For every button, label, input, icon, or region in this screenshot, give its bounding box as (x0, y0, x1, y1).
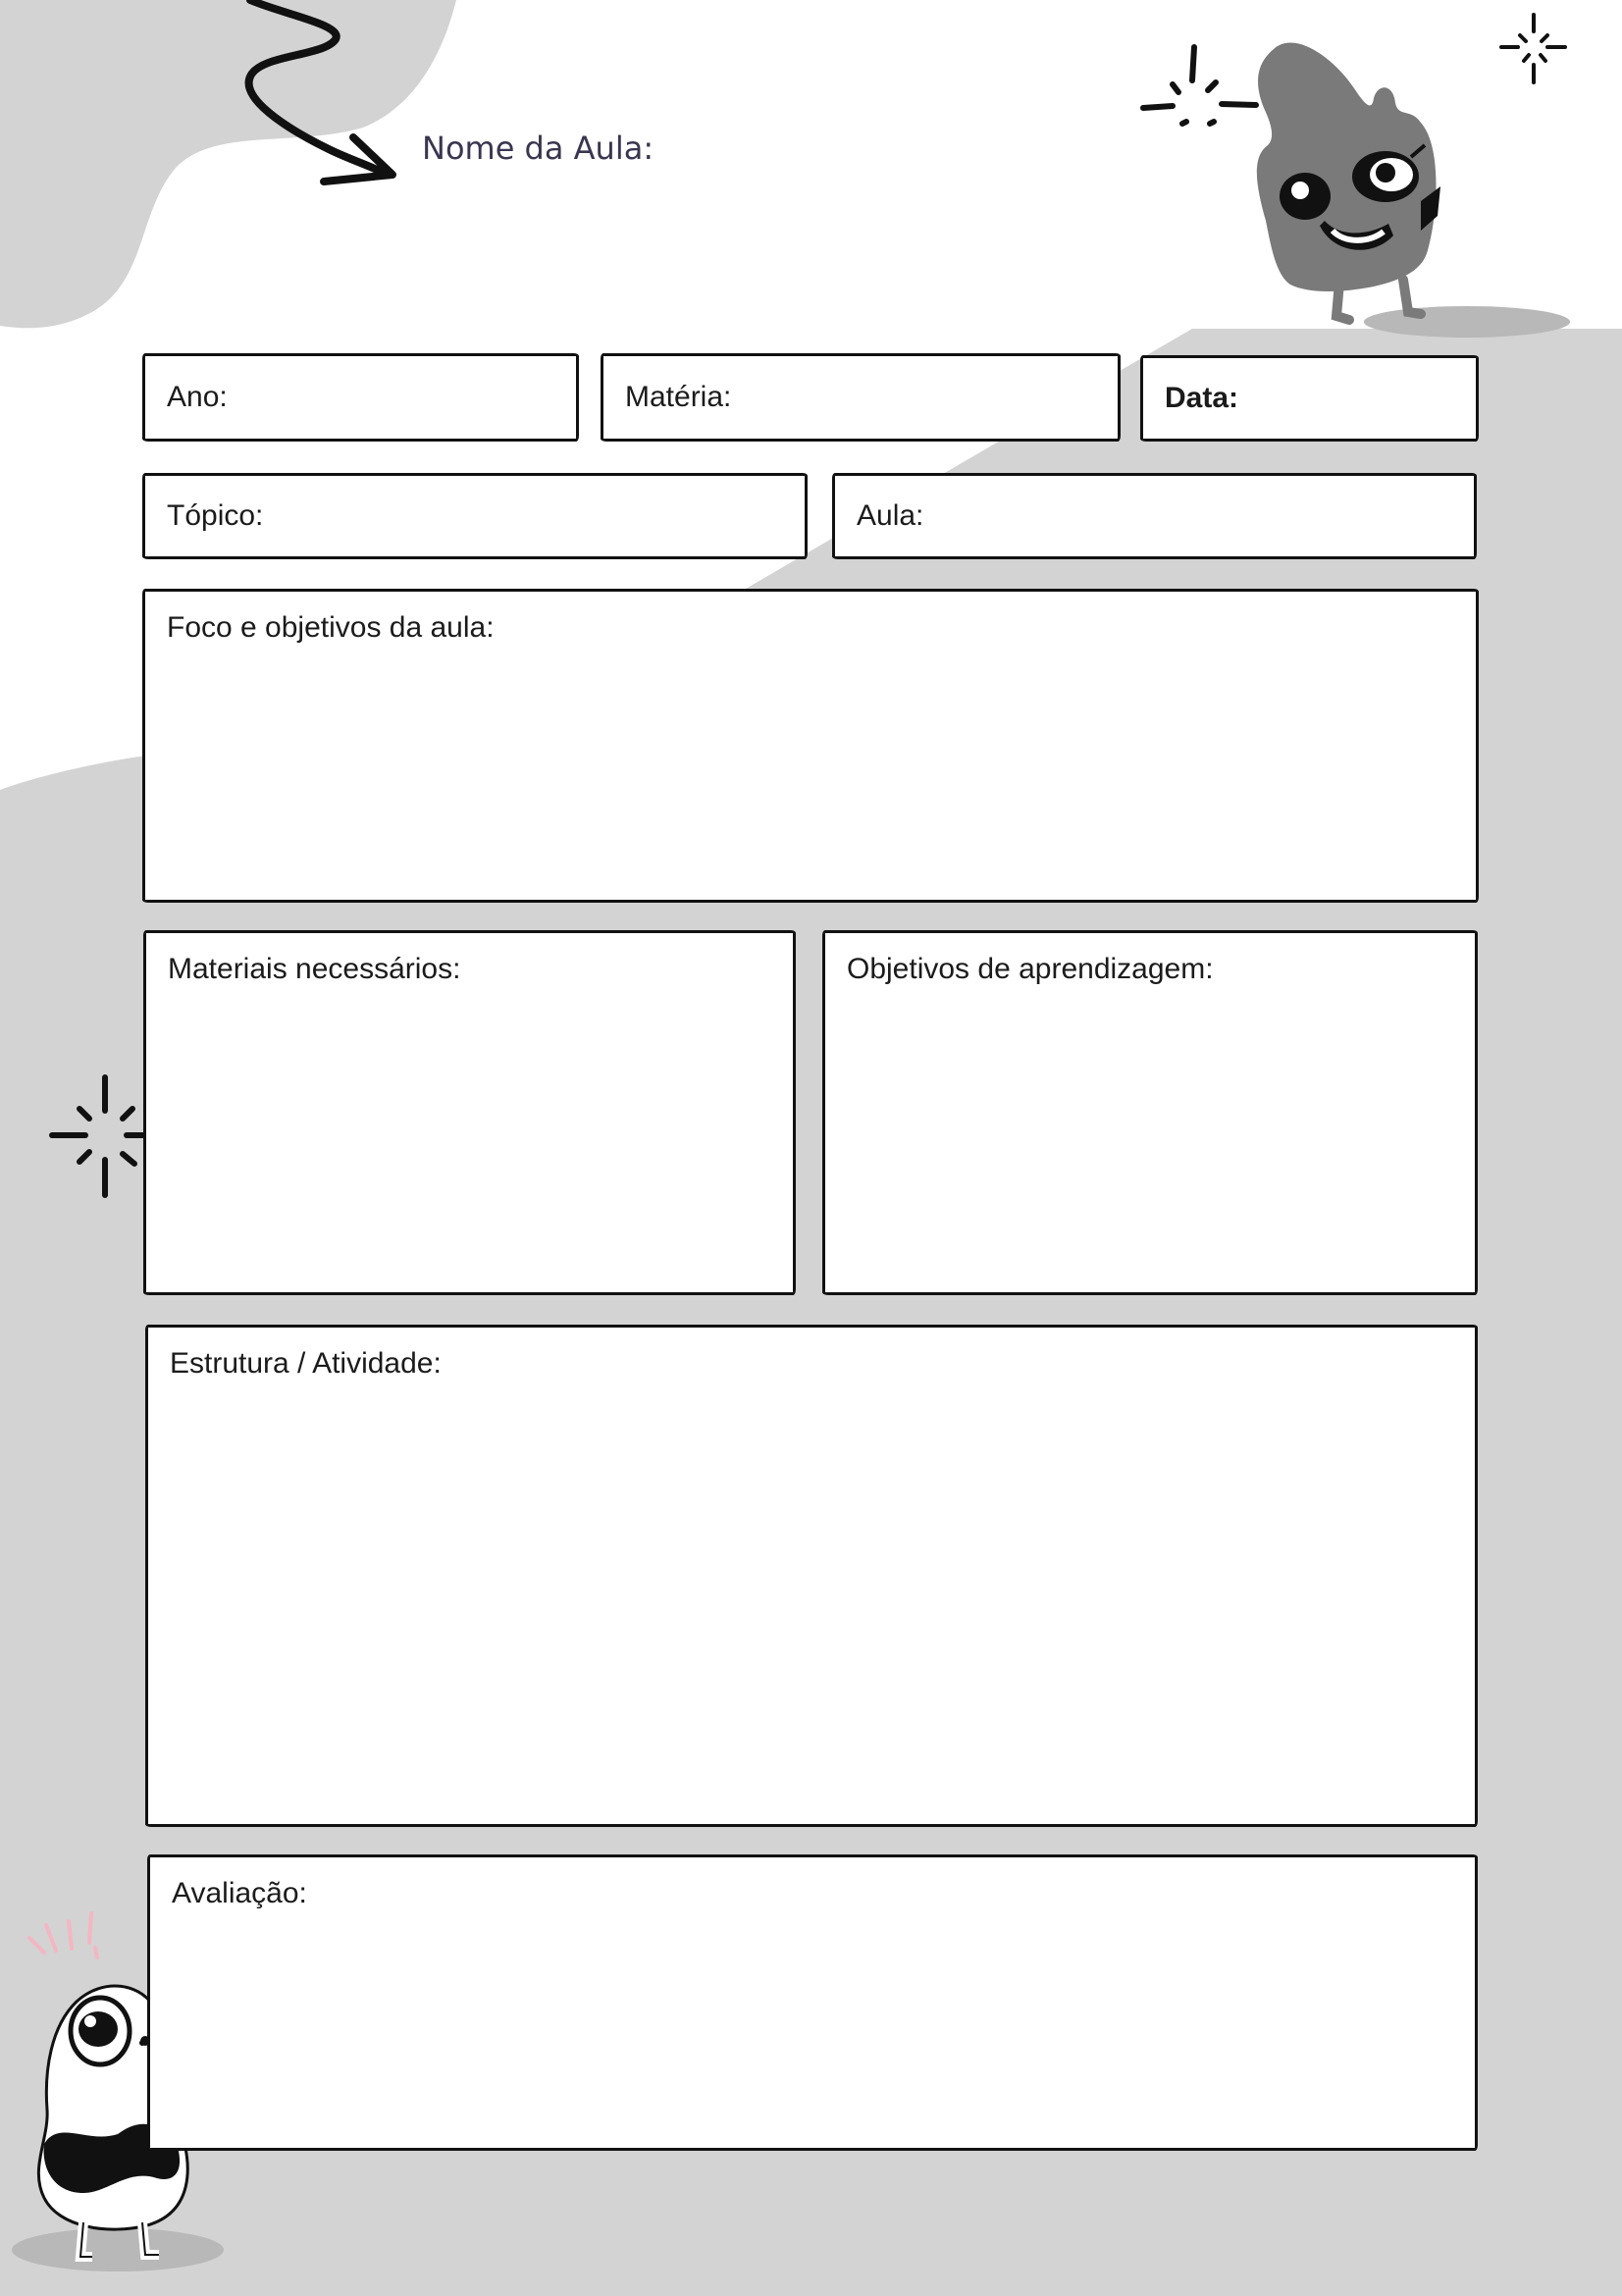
materia-label: Matéria: (625, 381, 732, 413)
aula-field[interactable] (832, 473, 1477, 559)
foco-objetivos-section[interactable] (142, 589, 1479, 903)
aula-label: Aula: (857, 499, 924, 532)
objetivos-aprendizagem-section[interactable] (822, 930, 1478, 1295)
gray-monster-illustration (1246, 29, 1452, 329)
avaliacao-label: Avaliação: (172, 1877, 307, 1909)
avaliacao-section[interactable] (147, 1854, 1478, 2151)
estrutura-atividade-label: Estrutura / Atividade: (170, 1347, 442, 1380)
topico-label: Tópico: (167, 499, 264, 532)
materiais-label: Materiais necessários: (168, 953, 461, 985)
data-label: Data: (1165, 382, 1239, 414)
objetivos-aprendizagem-label: Objetivos de aprendizagem: (847, 953, 1214, 985)
foco-objetivos-label: Foco e objetivos da aula: (167, 611, 495, 644)
topico-field[interactable] (142, 473, 808, 559)
materiais-section[interactable] (143, 930, 796, 1295)
sparkle-icon (1496, 10, 1570, 88)
estrutura-atividade-section[interactable] (145, 1325, 1478, 1827)
ano-label: Ano: (167, 381, 228, 413)
squiggle-arrow-icon (226, 0, 422, 196)
ano-field[interactable] (142, 353, 579, 442)
page-title: Nome da Aula: (422, 130, 654, 167)
data-field[interactable] (1140, 355, 1479, 442)
materia-field[interactable] (601, 353, 1121, 442)
pink-lines-icon (25, 1904, 113, 1972)
